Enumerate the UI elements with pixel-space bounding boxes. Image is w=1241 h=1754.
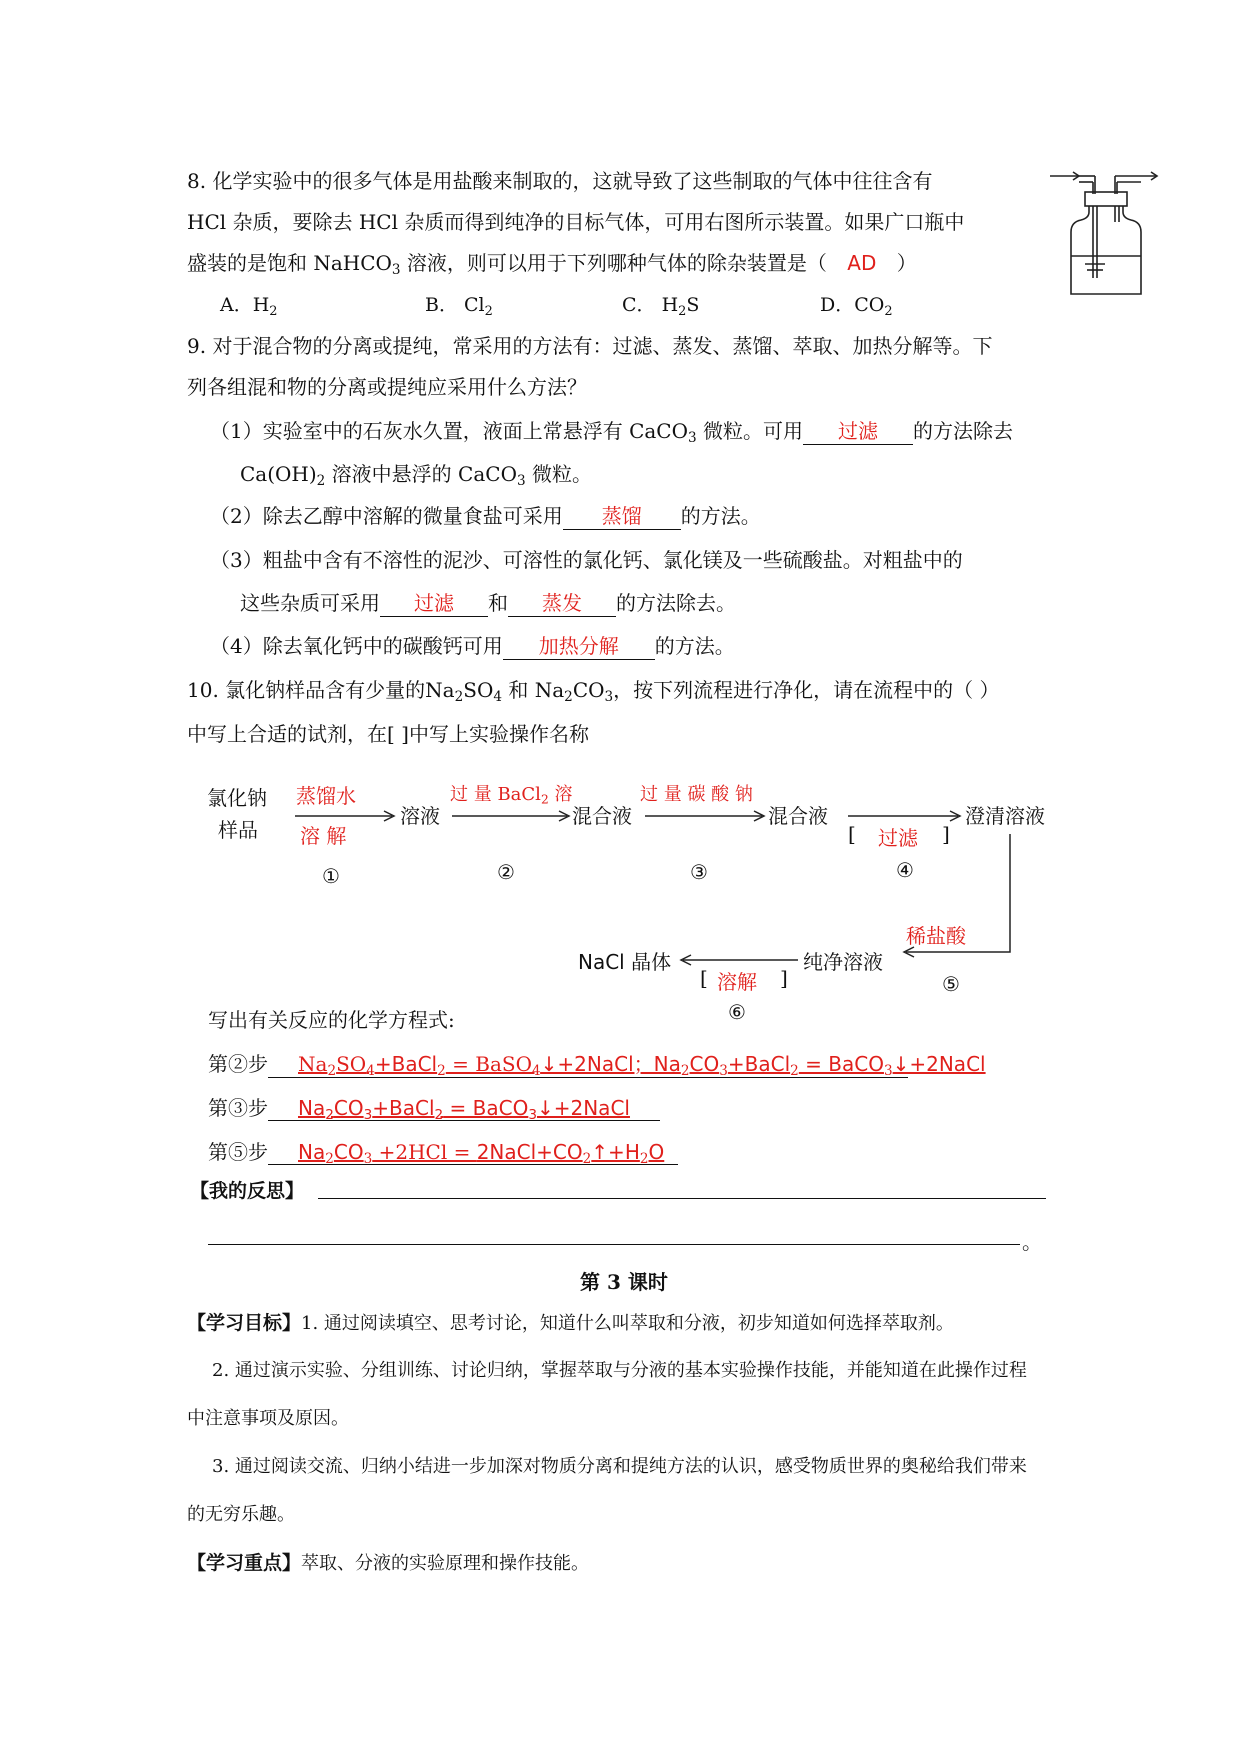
flow-node-pure-solution: 纯净溶液	[803, 950, 883, 974]
flow-step6-bracket-close: ]	[780, 966, 788, 990]
q9-part3-answer2: 蒸发	[542, 591, 582, 615]
q8-option-d: D．$CO_2$	[820, 294, 893, 319]
flow-step1-reagent: 蒸馏水	[296, 784, 356, 808]
flow-step3-reagent: 过 量 碳 酸 钠	[640, 784, 753, 805]
learning-goal-3-line1: 3. 通过阅读交流、归纳小结进一步加深对物质分离和提纯方法的认识，感受物质世界的奥秘给我们带来	[212, 1456, 1027, 1477]
equation-step3: 第③步 $Na_2CO_3+BaCl_2$ = BaCO$_3$↓+2NaCl	[208, 1092, 660, 1121]
flow-node-mixture-1: 混合液	[572, 804, 632, 828]
reflection-end-mark: 。	[1022, 1230, 1042, 1254]
flow-sample-line2: 样品	[218, 818, 258, 842]
equations-title: 写出有关反应的化学方程式:	[208, 1008, 455, 1032]
q8-line3: 盛装的是饱和 NaHCO$_3$ 溶液，则可以用于下列哪种气体的除杂装置是（ AD ）	[187, 251, 917, 279]
reflection-line-1	[318, 1198, 1046, 1199]
equation-step5: 第⑤步 $Na_2CO_3 +2HCl$ = $2NaCl+CO_2↑+H_2O$	[208, 1136, 678, 1165]
flow-step-number-3: ③	[690, 860, 708, 884]
flow-step-number-6: ⑥	[728, 1000, 746, 1024]
flow-step-number-4: ④	[896, 858, 914, 882]
equation-step2: 第②步 $Na_2SO_4+BaCl_2$ = BaSO$_4$↓+2NaCl；$Na_2CO_3+BaCl_2$ = BaCO$_3$↓+2NaCl	[208, 1048, 908, 1078]
learning-goal-1: 【学习目标】1. 通过阅读填空、思考讨论，知道什么叫萃取和分液，初步知道如何选择萃取剂。	[187, 1312, 954, 1334]
flow-product: NaCl 晶体	[578, 950, 672, 974]
equation-step5-answer: $Na_2CO_3 +2HCl$ = $2NaCl+CO_2↑+H_2O$	[298, 1140, 665, 1168]
learning-goal-3-line2: 的无穷乐趣。	[187, 1504, 295, 1525]
learning-key-point: 【学习重点】萃取、分液的实验原理和操作技能。	[187, 1552, 590, 1574]
q9-part2: （2）除去乙醇中溶解的微量食盐可采用 蒸馏 的方法。	[210, 500, 761, 530]
lesson-title: 第 3 课时	[580, 1270, 668, 1294]
q10-line2: 中写上合适的试剂，在[ ]中写上实验操作名称	[187, 722, 589, 746]
q8-line1: 8. 化学实验中的很多气体是用盐酸来制取的，这就导致了这些制取的气体中往往含有	[187, 169, 933, 193]
reflection-label: 【我的反思】	[190, 1180, 305, 1202]
learning-goal-2-line2: 中注意事项及原因。	[187, 1408, 349, 1429]
q8-line2: HCl 杂质，要除去 HCl 杂质而得到纯净的目标气体，可用右图所示装置。如果广口瓶中	[187, 210, 965, 234]
q9-part4: （4）除去氧化钙中的碳酸钙可用 加热分解 的方法。	[210, 630, 735, 660]
q8-option-a: A．$H_2$	[220, 294, 278, 319]
flow-step-number-1: ①	[322, 864, 340, 888]
equation-step3-answer: $Na_2CO_3+BaCl_2$ = BaCO$_3$↓+2NaCl	[298, 1096, 630, 1124]
q9-part3-line2: 这些杂质可采用 过滤 和 蒸发 的方法除去。	[240, 587, 736, 617]
flow-step2-reagent: 过 量 BaCl$_2$ 溶	[450, 784, 573, 807]
flow-step-number-5: ⑤	[942, 972, 960, 996]
q8-option-b: B． $Cl_2$	[425, 294, 493, 319]
q8-answer: AD	[847, 251, 877, 275]
q8-option-c: C． $H_2S$	[622, 294, 700, 319]
q9-part3-line1: （3）粗盐中含有不溶性的泥沙、可溶性的氯化钙、氯化镁及一些硫酸盐。对粗盐中的	[210, 548, 963, 572]
q10-line1: 10. 氯化钠样品含有少量的$Na_2SO_4$ 和 $Na_2CO_3$，按下列流程进行净化，请在流程中的（ ）	[187, 678, 1000, 706]
flow-step-number-2: ②	[497, 860, 515, 884]
learning-goal-2-line1: 2. 通过演示实验、分组训练、讨论归纳，掌握萃取与分液的基本实验操作技能，并能知道在此操作过程	[212, 1360, 1027, 1381]
flow-step1-operation: 溶 解	[300, 824, 347, 848]
flow-node-clear-solution: 澄清溶液	[965, 804, 1045, 828]
flow-node-solution: 溶液	[400, 804, 440, 828]
q9-part1-answer: 过滤	[838, 419, 879, 443]
q9-part4-answer: 加热分解	[538, 634, 619, 658]
reflection-line-2	[208, 1244, 1020, 1245]
q9-part1-cont: $Ca(OH)_2$ 溶液中悬浮的 CaCO$_3$ 微粒。	[240, 462, 592, 490]
equation-step2-answer: $Na_2SO_4+BaCl_2$ = BaSO$_4$↓+2NaCl；$Na_2CO_3+BaCl_2$ = BaCO$_3$↓+2NaCl	[298, 1052, 986, 1080]
flow-step4-bracket-open: [	[848, 822, 856, 846]
flow-sample-line1: 氯化钠	[207, 786, 267, 810]
q9-line1: 9. 对于混合物的分离或提纯，常采用的方法有：过滤、蒸发、蒸馏、萃取、加热分解等。下	[187, 334, 993, 358]
flow-node-mixture-2: 混合液	[768, 804, 828, 828]
flow-step6-operation: 溶解	[717, 970, 757, 994]
flow-step4-operation: 过滤	[878, 826, 918, 850]
flow-step4-bracket-close: ]	[942, 822, 950, 846]
flow-step5-reagent: 稀盐酸	[906, 924, 966, 948]
q9-part3-answer1: 过滤	[414, 591, 454, 615]
q9-line2: 列各组混和物的分离或提纯应采用什么方法？	[187, 375, 587, 399]
q9-part1: （1）实验室中的石灰水久置，液面上常悬浮有 CaCO$_3$ 微粒。可用 过滤 的方法除去	[210, 415, 1013, 445]
q9-part2-answer: 蒸馏	[601, 504, 642, 528]
flow-step6-bracket-open: [	[700, 966, 708, 990]
